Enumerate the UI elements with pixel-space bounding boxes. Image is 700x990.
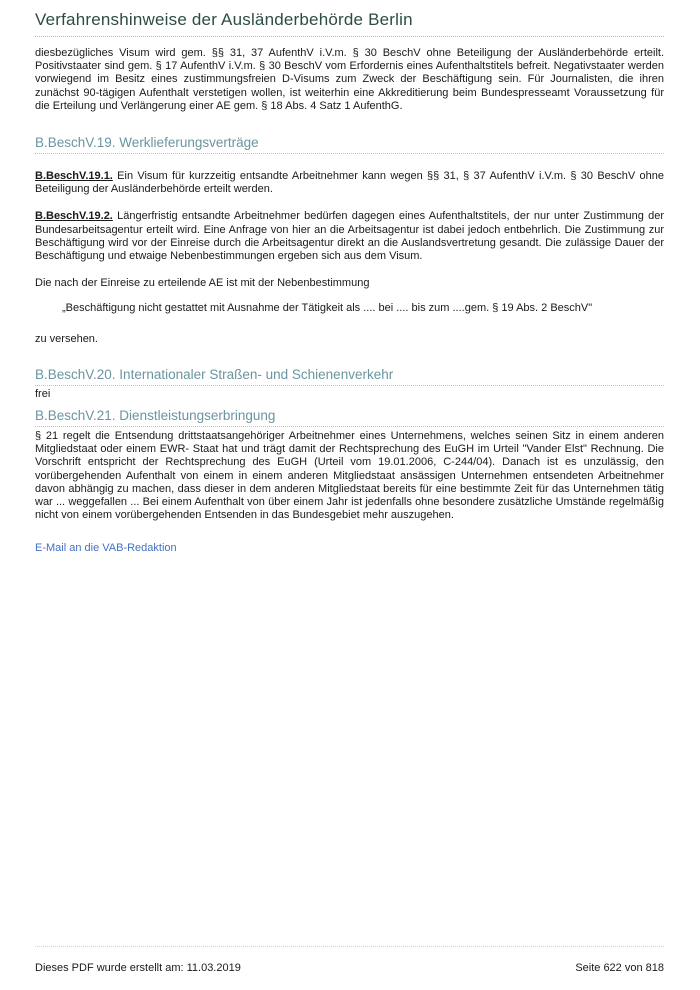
email-redaktion-link[interactable]: E-Mail an die VAB-Redaktion (35, 542, 177, 555)
nebenbestimmung-quote: „Beschäftigung nicht gestattet mit Ausnahme der Tätigkeit als .... bei .... bis zum ....gem. § 19 Abs. 2 BeschV" (62, 302, 593, 315)
section-beschv-21 (35, 408, 664, 522)
paragraph-ref-label: B.BeschV.19.2. (35, 210, 113, 223)
page-title: Verfahrenshinweise der Ausländerbehörde Berlin (35, 10, 664, 37)
section-heading-beschv-19: B.BeschV.19. Werklieferungsverträge (35, 135, 664, 154)
paragraph-text: Ein Visum für kurzzeitig entsandte Arbeitnehmer kann wegen §§ 31, § 37 AufenthV i.V.m. § 30 BeschV ohne Beteiligung der Ausländerbehörde erteilt werden. (35, 170, 664, 196)
nebenbestimmung-intro: Die nach der Einreise zu erteilende AE ist mit der Nebenbestimmung (35, 277, 370, 290)
section-heading-beschv-21: B.BeschV.21. Dienstleistungserbringung (35, 408, 664, 427)
paragraph-beschv-19-2 (35, 210, 664, 263)
footer-created-date: Dieses PDF wurde erstellt am: 11.03.2019 (35, 962, 241, 974)
page-footer (35, 962, 664, 974)
paragraph-frei: frei (35, 387, 51, 400)
paragraph-text: Längerfristig entsandte Arbeitnehmer bedürfen dagegen eines Aufenthaltstitels, der nur unter Zustimmung der Bundesarbeitsagentur erteilt wird. Eine Anfrage von hier an die Arbeitsagentur ist dabei jedoch entbehrlich. Die Zustimmung zur Beschäftigung wird vor der Einreise durch die Arbeitsagentur direkt an die Auslandsvertretung gesandt. Die zulässige Dauer der Beschäftigung und etwaige Nebenbestimmungen ergeben sich aus dem Visum. (35, 210, 664, 263)
section-beschv-19 (35, 135, 664, 346)
footer-page-number: Seite 622 von 818 (575, 962, 664, 974)
nebenbestimmung-outro: zu versehen. (35, 332, 98, 345)
section-heading-beschv-20: B.BeschV.20. Internationaler Straßen- und Schienenverkehr (35, 367, 664, 386)
paragraph-beschv-19-1 (35, 170, 664, 196)
paragraph-beschv-21: § 21 regelt die Entsendung drittstaatsangehöriger Arbeitnehmer eines Unternehmens, welches seinen Sitz in einem anderen Mitgliedstaat oder einem EWR- Staat hat und trägt damit der Rechtsprechung des EuGH im Urteil "Vander Elst" Rechnung. Die Vorschrift entspricht der Rechtsprechung des EuGH (Urteil vom 19.01.2006, C-244/04). Danach ist es unzulässig, den vorübergehenden Aufenthalt von einem in einem anderen Mitgliedstaat ansässigen Unternehmen entsendeten Arbeitnehmer davon abhängig zu machen, dass dieser in dem anderen Mitgliedstaat bereits für eine bestimmte Zeit für das Unternehmen tätig war ... weggefallen ... Bei einem Aufenthalt von über einem Jahr ist jedenfalls ohne besondere zusätzliche Umstände regelmäßig nicht von einem vorübergehenden Entsenden in das Bundesgebiet mehr auszugehen. (35, 430, 664, 522)
section-beschv-20 (35, 367, 664, 401)
footer-divider (35, 946, 664, 947)
intro-paragraph: diesbezügliches Visum wird gem. §§ 31, 37 AufenthV i.V.m. § 30 BeschV ohne Beteiligung der Ausländerbehörde erteilt. Positivstaater sind gem. § 17 AufenthV i.V.m. § 30 BeschV vom Erfordernis eines Aufenthaltstitels befreit. Negativstaater werden vorwiegend im Besitz eines zustimmungsfreien D-Visums zum Zweck der Beschäftigung sein. Für Journalisten, die ihren zunächst 90-tägigen Aufenthalt verstetigen wollen, ist weiterhin eine Akkreditierung beim Bundespresseamt Voraussetzung für die Erteilung und Verlängerung einer AE gem. § 18 Abs. 4 Satz 1 AufenthG. (35, 47, 664, 112)
paragraph-ref-label: B.BeschV.19.1. (35, 170, 113, 183)
